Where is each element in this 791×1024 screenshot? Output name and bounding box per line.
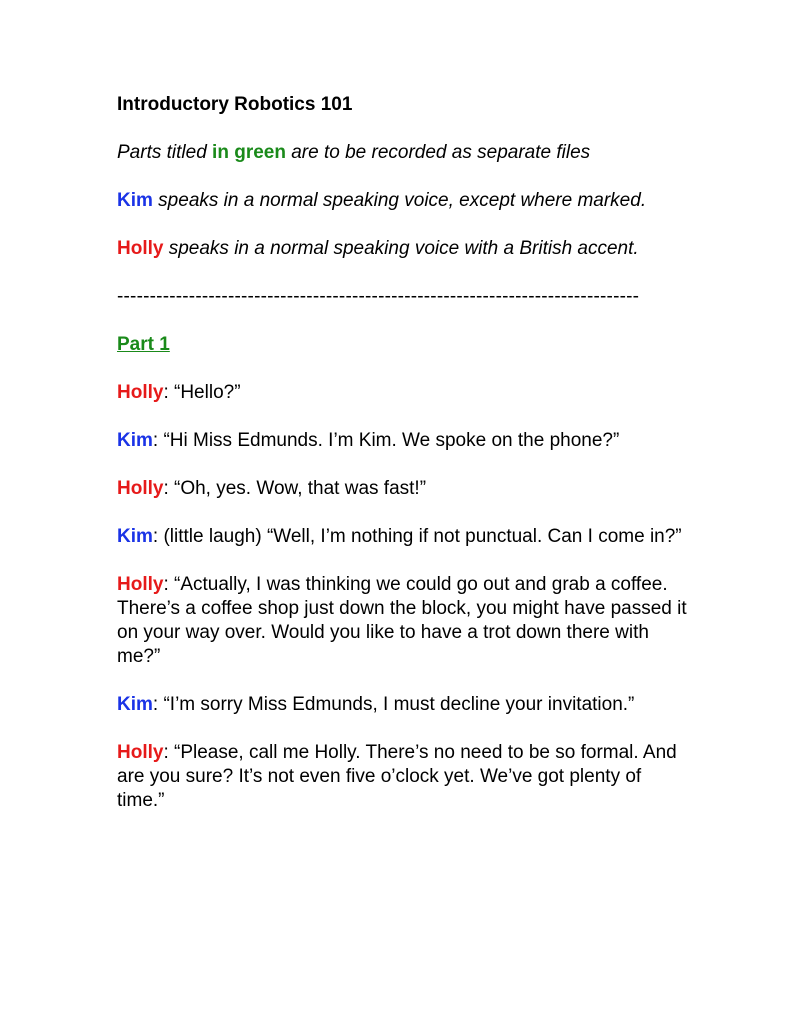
holly-voice-note xyxy=(117,237,687,261)
speaker-name: Kim xyxy=(117,526,153,547)
dialogue-text: : “Please, call me Holly. There’s no need to be so formal. And are you sure? It’s not even five o’clock yet. We’ve got plenty of time.” xyxy=(117,742,677,811)
green-note-after: are to be recorded as separate files xyxy=(285,142,591,163)
green-parts-note xyxy=(117,141,687,165)
part-heading: Part 1 xyxy=(117,334,170,355)
dialogue-text: : “Hi Miss Edmunds. I’m Kim. We spoke on the phone?” xyxy=(152,430,620,451)
dialogue-text: : “I’m sorry Miss Edmunds, I must decline your invitation.” xyxy=(152,694,635,715)
holly-note-name: Holly xyxy=(117,238,164,259)
speaker-name: Holly xyxy=(117,574,164,595)
script-page xyxy=(117,93,687,813)
speaker-name: Holly xyxy=(117,478,164,499)
dialogue-line xyxy=(117,525,687,549)
speaker-name: Holly xyxy=(117,382,164,403)
dialogue-line xyxy=(117,741,687,813)
kim-note-name: Kim xyxy=(117,190,153,211)
dialogue-line xyxy=(117,477,687,501)
dialogue-line xyxy=(117,573,687,669)
kim-voice-note xyxy=(117,189,687,213)
green-note-before: Parts titled xyxy=(117,142,213,163)
green-note-highlight: in green xyxy=(212,142,286,163)
dialogue-text: : (little laugh) “Well, I’m nothing if not punctual. Can I come in?” xyxy=(152,526,682,547)
dialogue-text: : “Oh, yes. Wow, that was fast!” xyxy=(163,478,427,499)
dialogue-text: : “Actually, I was thinking we could go out and grab a coffee. There’s a coffee shop just down the block, you might have passed it on your way over. Would you like to have a trot down there with me?” xyxy=(117,574,687,667)
speaker-name: Kim xyxy=(117,694,153,715)
document-title: Introductory Robotics 101 xyxy=(117,94,353,115)
holly-note-text: speaks in a normal speaking voice with a British accent. xyxy=(163,238,639,259)
dialogue-line xyxy=(117,693,687,717)
dialogue-text: : “Hello?” xyxy=(163,382,241,403)
dialogue-line xyxy=(117,381,687,405)
speaker-name: Holly xyxy=(117,742,164,763)
speaker-name: Kim xyxy=(117,430,153,451)
kim-note-text: speaks in a normal speaking voice, except where marked. xyxy=(152,190,647,211)
section-divider: -------------------------------------------------------------------------------- xyxy=(117,286,640,307)
dialogue-line xyxy=(117,429,687,453)
